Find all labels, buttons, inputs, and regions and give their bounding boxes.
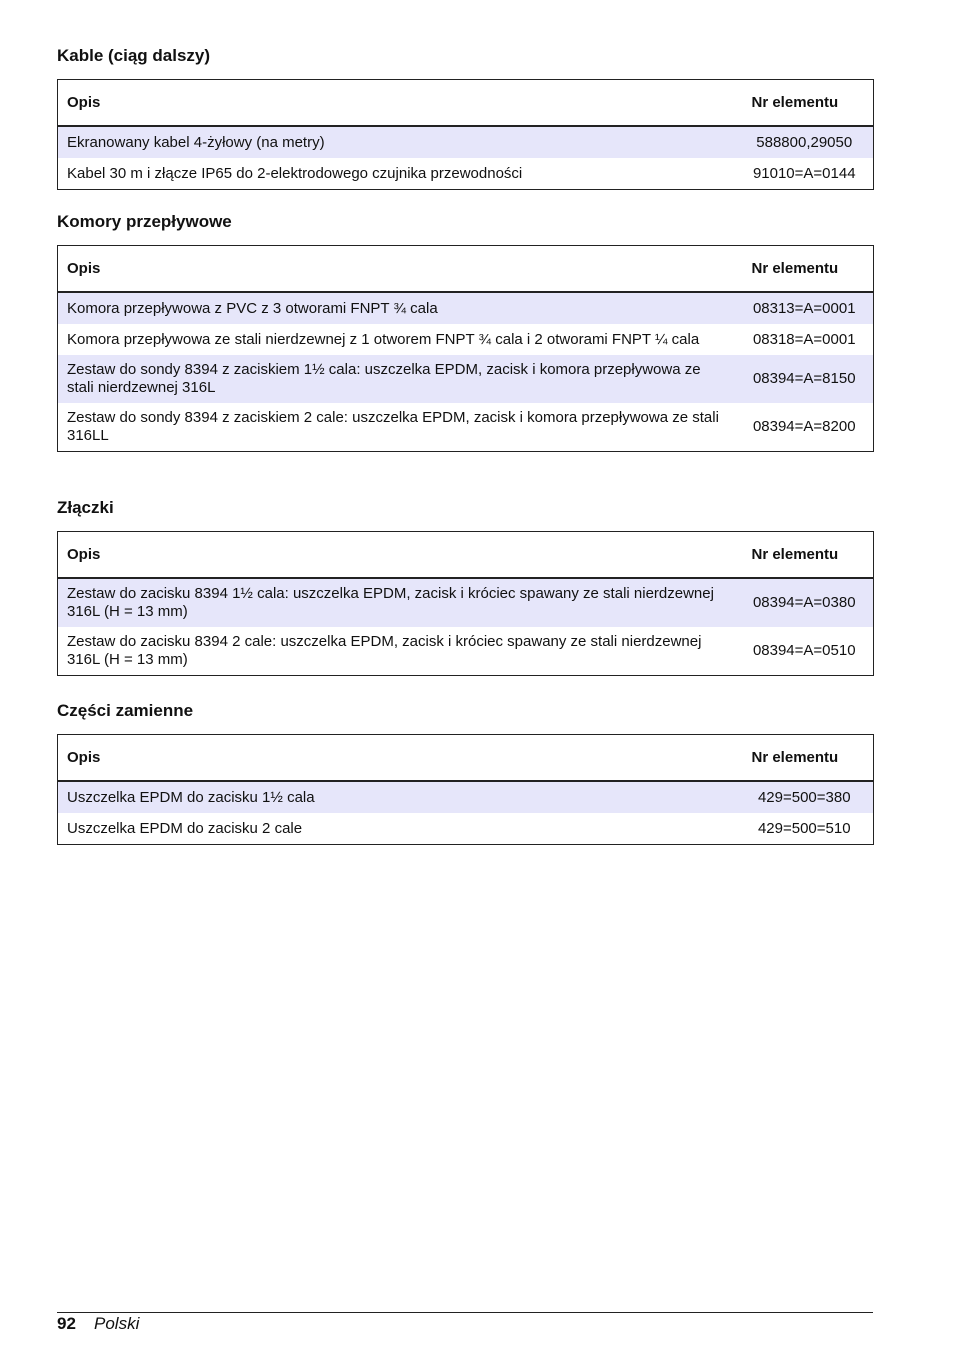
row-description: Zestaw do zacisku 8394 1½ cala: uszczelka EPDM, zacisk i króciec spawany ze stali nierdzewnej 316L (H = 13 mm): [58, 578, 736, 627]
section-title: Kable (ciąg dalszy): [57, 46, 211, 65]
row-description: Kabel 30 m i złącze IP65 do 2-elektrodowego czujnika przewodności: [67, 164, 523, 182]
column-header-item-number: Nr elementu: [736, 80, 874, 127]
row-description: Zestaw do sondy 8394 z zaciskiem 1½ cala: uszczelka EPDM, zacisk i komora przepływowa ze stali nierdzewnej 316L: [58, 355, 736, 403]
section-flow-chambers: [57, 211, 873, 452]
table-header-row: [58, 735, 874, 782]
section-title: Złączki: [57, 498, 114, 517]
table-row: [58, 627, 874, 676]
column-header-item-number: Nr elementu: [736, 246, 874, 293]
section-title: Komory przepływowe: [57, 212, 232, 231]
parts-table: [57, 531, 874, 676]
page-number: 92: [57, 1314, 76, 1333]
row-description: Zestaw do zacisku 8394 2 cale: uszczelka EPDM, zacisk i króciec spawany ze stali nierdzewnej 316L (H = 13 mm): [67, 633, 702, 668]
page-footer: [57, 1312, 873, 1343]
table-row: [58, 781, 874, 813]
parts-table: [57, 734, 874, 845]
table-row: [58, 355, 874, 403]
row-item-number: 08394=A=0380: [736, 578, 874, 627]
row-item-number: 08394=A=0510: [752, 642, 856, 659]
table-header-row: [58, 80, 874, 127]
column-header-description: Opis: [58, 246, 736, 293]
table-header-row: [58, 532, 874, 579]
table-row: [58, 403, 874, 452]
table-row: [58, 292, 874, 324]
column-header-item-number: Nr elementu: [736, 735, 874, 782]
table-row: [58, 324, 874, 355]
section-spare-parts: [57, 700, 873, 845]
section-fittings: [57, 497, 873, 676]
row-item-number: 08394=A=8150: [736, 355, 874, 403]
table-row: [58, 126, 874, 158]
row-item-number: 429=500=510: [757, 819, 851, 837]
section-cables: [57, 45, 873, 190]
footer-language: Polski: [94, 1314, 140, 1333]
row-item-number: 91010=A=0144: [752, 164, 856, 182]
row-item-number: 429=500=380: [736, 781, 874, 813]
row-item-number: 08313=A=0001: [736, 292, 874, 324]
row-item-number: 08394=A=8200: [752, 418, 856, 435]
row-description: Ekranowany kabel 4-żyłowy (na metry): [58, 126, 736, 158]
column-header-description: Opis: [58, 80, 736, 127]
row-item-number: 588800,29050: [736, 126, 874, 158]
column-header-item-number: Nr elementu: [736, 532, 874, 579]
table-header-row: [58, 246, 874, 293]
parts-table: [57, 79, 874, 190]
row-description: Uszczelka EPDM do zacisku 2 cale: [67, 819, 303, 837]
row-description: Uszczelka EPDM do zacisku 1½ cala: [58, 781, 736, 813]
table-row: [58, 158, 874, 190]
row-item-number: 08318=A=0001: [752, 330, 856, 348]
row-description: Komora przepływowa z PVC z 3 otworami FNPT ¾ cala: [58, 292, 736, 324]
table-row: [58, 813, 874, 845]
table-row: [58, 578, 874, 627]
column-header-description: Opis: [58, 735, 736, 782]
parts-table: [57, 245, 874, 452]
row-description: Zestaw do sondy 8394 z zaciskiem 2 cale: uszczelka EPDM, zacisk i komora przepływowa ze stali 316LL: [67, 409, 719, 444]
column-header-description: Opis: [58, 532, 736, 579]
row-description: Komora przepływowa ze stali nierdzewnej z 1 otworem FNPT ¾ cala i 2 otworami FNPT ¼ cala: [67, 330, 700, 348]
section-title: Części zamienne: [57, 701, 194, 720]
